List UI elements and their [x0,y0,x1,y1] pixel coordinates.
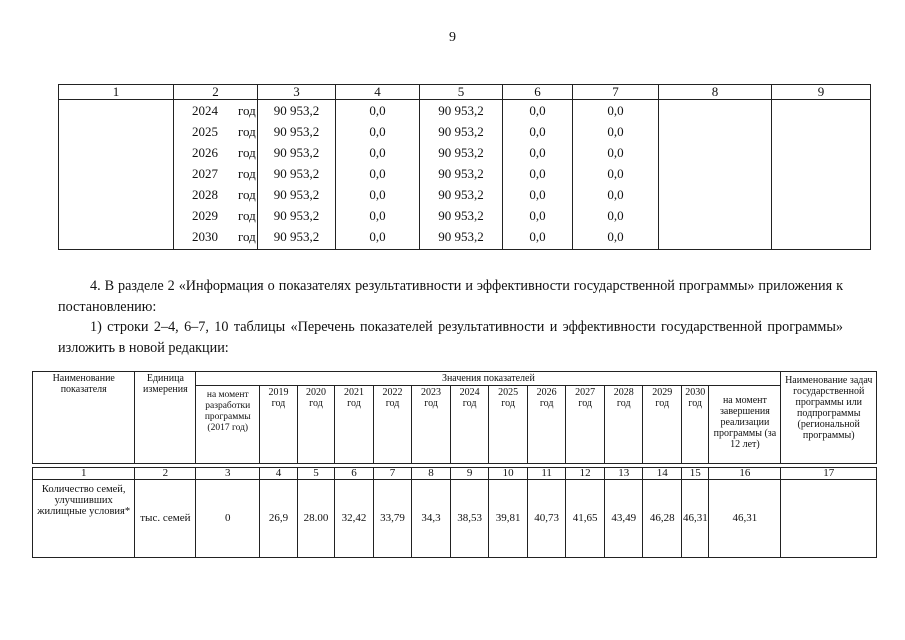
column-number: 9 [450,468,489,480]
year-unit: год [238,207,256,223]
value-cell: 0,0 [529,166,546,181]
tasks-cell [781,480,877,558]
value-cell: 90 953,2 [273,145,320,160]
value-cell: 90 953,2 [438,166,484,181]
year-value: 26,9 [260,480,298,558]
year-value: 38,53 [450,480,489,558]
column-number: 5 [420,85,503,100]
header-end-value: на момент завершения реализации программы (за 12 лет) [709,386,781,464]
header-year [682,386,709,464]
value-cell: 0,0 [607,187,624,202]
header-unit: Единица измерения [135,372,196,464]
value-cell: 0,0 [369,145,386,160]
value-cell: 0,0 [607,208,624,223]
value-cell: 0,0 [607,166,624,181]
column-number: 1 [33,468,135,480]
end-value: 46,31 [709,480,781,558]
funding-table [58,84,871,250]
column-3-values [258,100,336,250]
page-number: 9 [449,30,456,45]
value-cell: 0,0 [369,208,386,223]
year-row [174,163,257,184]
indicator-row [33,480,877,558]
year: 2027 [575,387,596,398]
year-row [174,100,257,121]
year-row [174,205,257,226]
column-number: 15 [682,468,709,480]
year: 2023 [421,387,442,398]
value-cell: 0,0 [607,145,624,160]
year: 2021 [343,387,364,398]
year-value: 28.00 [297,480,335,558]
value-cell: 90 953,2 [438,103,484,118]
year: 2019 [268,387,289,398]
header-year [527,386,566,464]
column-number: 8 [412,468,451,480]
indicator-name: Количество семей, улучшивших жилищные условия* [33,480,135,558]
year-value: 40,73 [527,480,566,558]
year: 2028 [192,186,218,202]
column-numbers-row [33,468,877,480]
header-year [297,386,335,464]
column-number: 6 [335,468,374,480]
year-row [174,121,257,142]
column-number: 17 [781,468,877,480]
year-unit: год [271,398,286,409]
year: 2026 [192,144,218,160]
empty-cell [59,100,174,250]
year-unit: год [616,398,631,409]
value-cell: 90 953,2 [273,166,320,181]
year-unit: год [238,165,256,181]
value-cell: 0,0 [369,229,386,244]
year-unit: год [238,123,256,139]
column-number: 9 [772,85,871,100]
value-cell: 0,0 [529,124,546,139]
column-number: 4 [336,85,420,100]
column-4-values [336,100,420,250]
column-number: 12 [566,468,605,480]
year-value: 46,28 [643,480,682,558]
header-year [335,386,374,464]
year-value: 41,65 [566,480,605,558]
value-cell: 90 953,2 [273,124,320,139]
year-value: 39,81 [489,480,528,558]
header-year [450,386,489,464]
year: 2025 [192,123,218,139]
year-value: 46,31 [682,480,709,558]
column-number: 4 [260,468,298,480]
header-year [566,386,605,464]
year-unit: год [539,398,554,409]
year: 2024 [459,387,480,398]
header-year [604,386,643,464]
header-year [260,386,298,464]
value-cell: 0,0 [529,145,546,160]
year-unit: год [501,398,515,409]
year: 2027 [192,165,218,181]
start-value: 0 [196,480,260,558]
year-row [174,184,257,205]
value-cell: 90 953,2 [438,229,484,244]
amendment-paragraph: 4. В разделе 2 «Информация о показателях результативности и эффективности государственной программы» приложения к постановлению: [58,278,843,315]
year-row [174,142,257,163]
year-row [174,226,257,247]
column-number: 8 [659,85,772,100]
empty-cell [659,100,772,250]
column-number: 3 [258,85,336,100]
column-number: 2 [135,468,196,480]
column-number: 7 [573,85,659,100]
indicators-table [32,371,877,558]
year: 2029 [192,207,218,223]
year-unit: год [309,398,323,409]
year-unit: год [347,398,361,409]
column-number: 7 [373,468,412,480]
header-values: Значения показателей [196,372,781,386]
column-number: 10 [489,468,528,480]
year-unit: год [655,398,670,409]
header-tasks: Наименование задач государственной программы или подпрограммы (региональной программы) [781,372,877,464]
year-unit: год [462,398,477,409]
value-cell: 0,0 [607,124,624,139]
value-cell: 0,0 [369,124,386,139]
column-number: 5 [297,468,335,480]
indicators-header-row [33,372,877,386]
value-cell: 90 953,2 [438,208,484,223]
year-value: 33,79 [373,480,412,558]
header-indicator-name: Наименование показателя [33,372,135,464]
column-number: 1 [59,85,174,100]
value-cell: 90 953,2 [438,145,484,160]
value-cell: 0,0 [529,229,546,244]
year: 2026 [536,387,557,398]
year-value: 32,42 [335,480,374,558]
year: 2029 [652,387,673,398]
year-value: 43,49 [604,480,643,558]
value-cell: 0,0 [529,187,546,202]
value-cell: 90 953,2 [273,229,320,244]
year: 2025 [498,387,519,398]
value-cell: 0,0 [369,187,386,202]
column-6-values [503,100,573,250]
year: 2024 [192,102,218,118]
value-cell: 0,0 [529,103,546,118]
year-unit: год [578,398,592,409]
column-number: 16 [709,468,781,480]
column-number: 6 [503,85,573,100]
year-unit: год [238,102,256,118]
year-unit: год [238,228,256,244]
value-cell: 90 953,2 [438,187,484,202]
value-cell: 0,0 [607,103,624,118]
amendment-subparagraph: 1) строки 2–4, 6–7, 10 таблицы «Перечень показателей результативности и эффективности государственной программы» изложить в новой редакции: [58,319,843,356]
value-cell: 0,0 [607,229,624,244]
header-year [373,386,412,464]
funding-table-header [59,85,871,100]
year: 2030 [192,228,218,244]
value-cell: 90 953,2 [438,124,484,139]
year-unit: год [385,398,400,409]
value-cell: 0,0 [369,166,386,181]
year: 2022 [382,387,403,398]
year: 2020 [305,387,326,398]
column-number: 3 [196,468,260,480]
indicator-unit: тыс. семей [135,480,196,558]
header-year [412,386,451,464]
value-cell: 0,0 [529,208,546,223]
value-cell: 90 953,2 [273,187,320,202]
column-5-values [420,100,503,250]
year-value: 34,3 [412,480,451,558]
column-number: 2 [174,85,258,100]
funding-table-body [59,100,871,250]
value-cell: 90 953,2 [273,208,320,223]
value-cell: 90 953,2 [273,103,320,118]
header-start-value: на момент разработки программы (2017 год) [196,386,260,464]
year: 2028 [613,387,634,398]
year-unit: год [424,398,438,409]
column-7-values [573,100,659,250]
year: 2030 [685,387,706,398]
year-unit: год [238,144,256,160]
column-number: 14 [643,468,682,480]
header-year [489,386,528,464]
header-year [643,386,682,464]
column-number: 13 [604,468,643,480]
year-unit: год [238,186,256,202]
empty-cell [772,100,871,250]
year-unit: год [688,398,703,409]
years-column [174,100,258,250]
value-cell: 0,0 [369,103,386,118]
column-number: 11 [527,468,566,480]
